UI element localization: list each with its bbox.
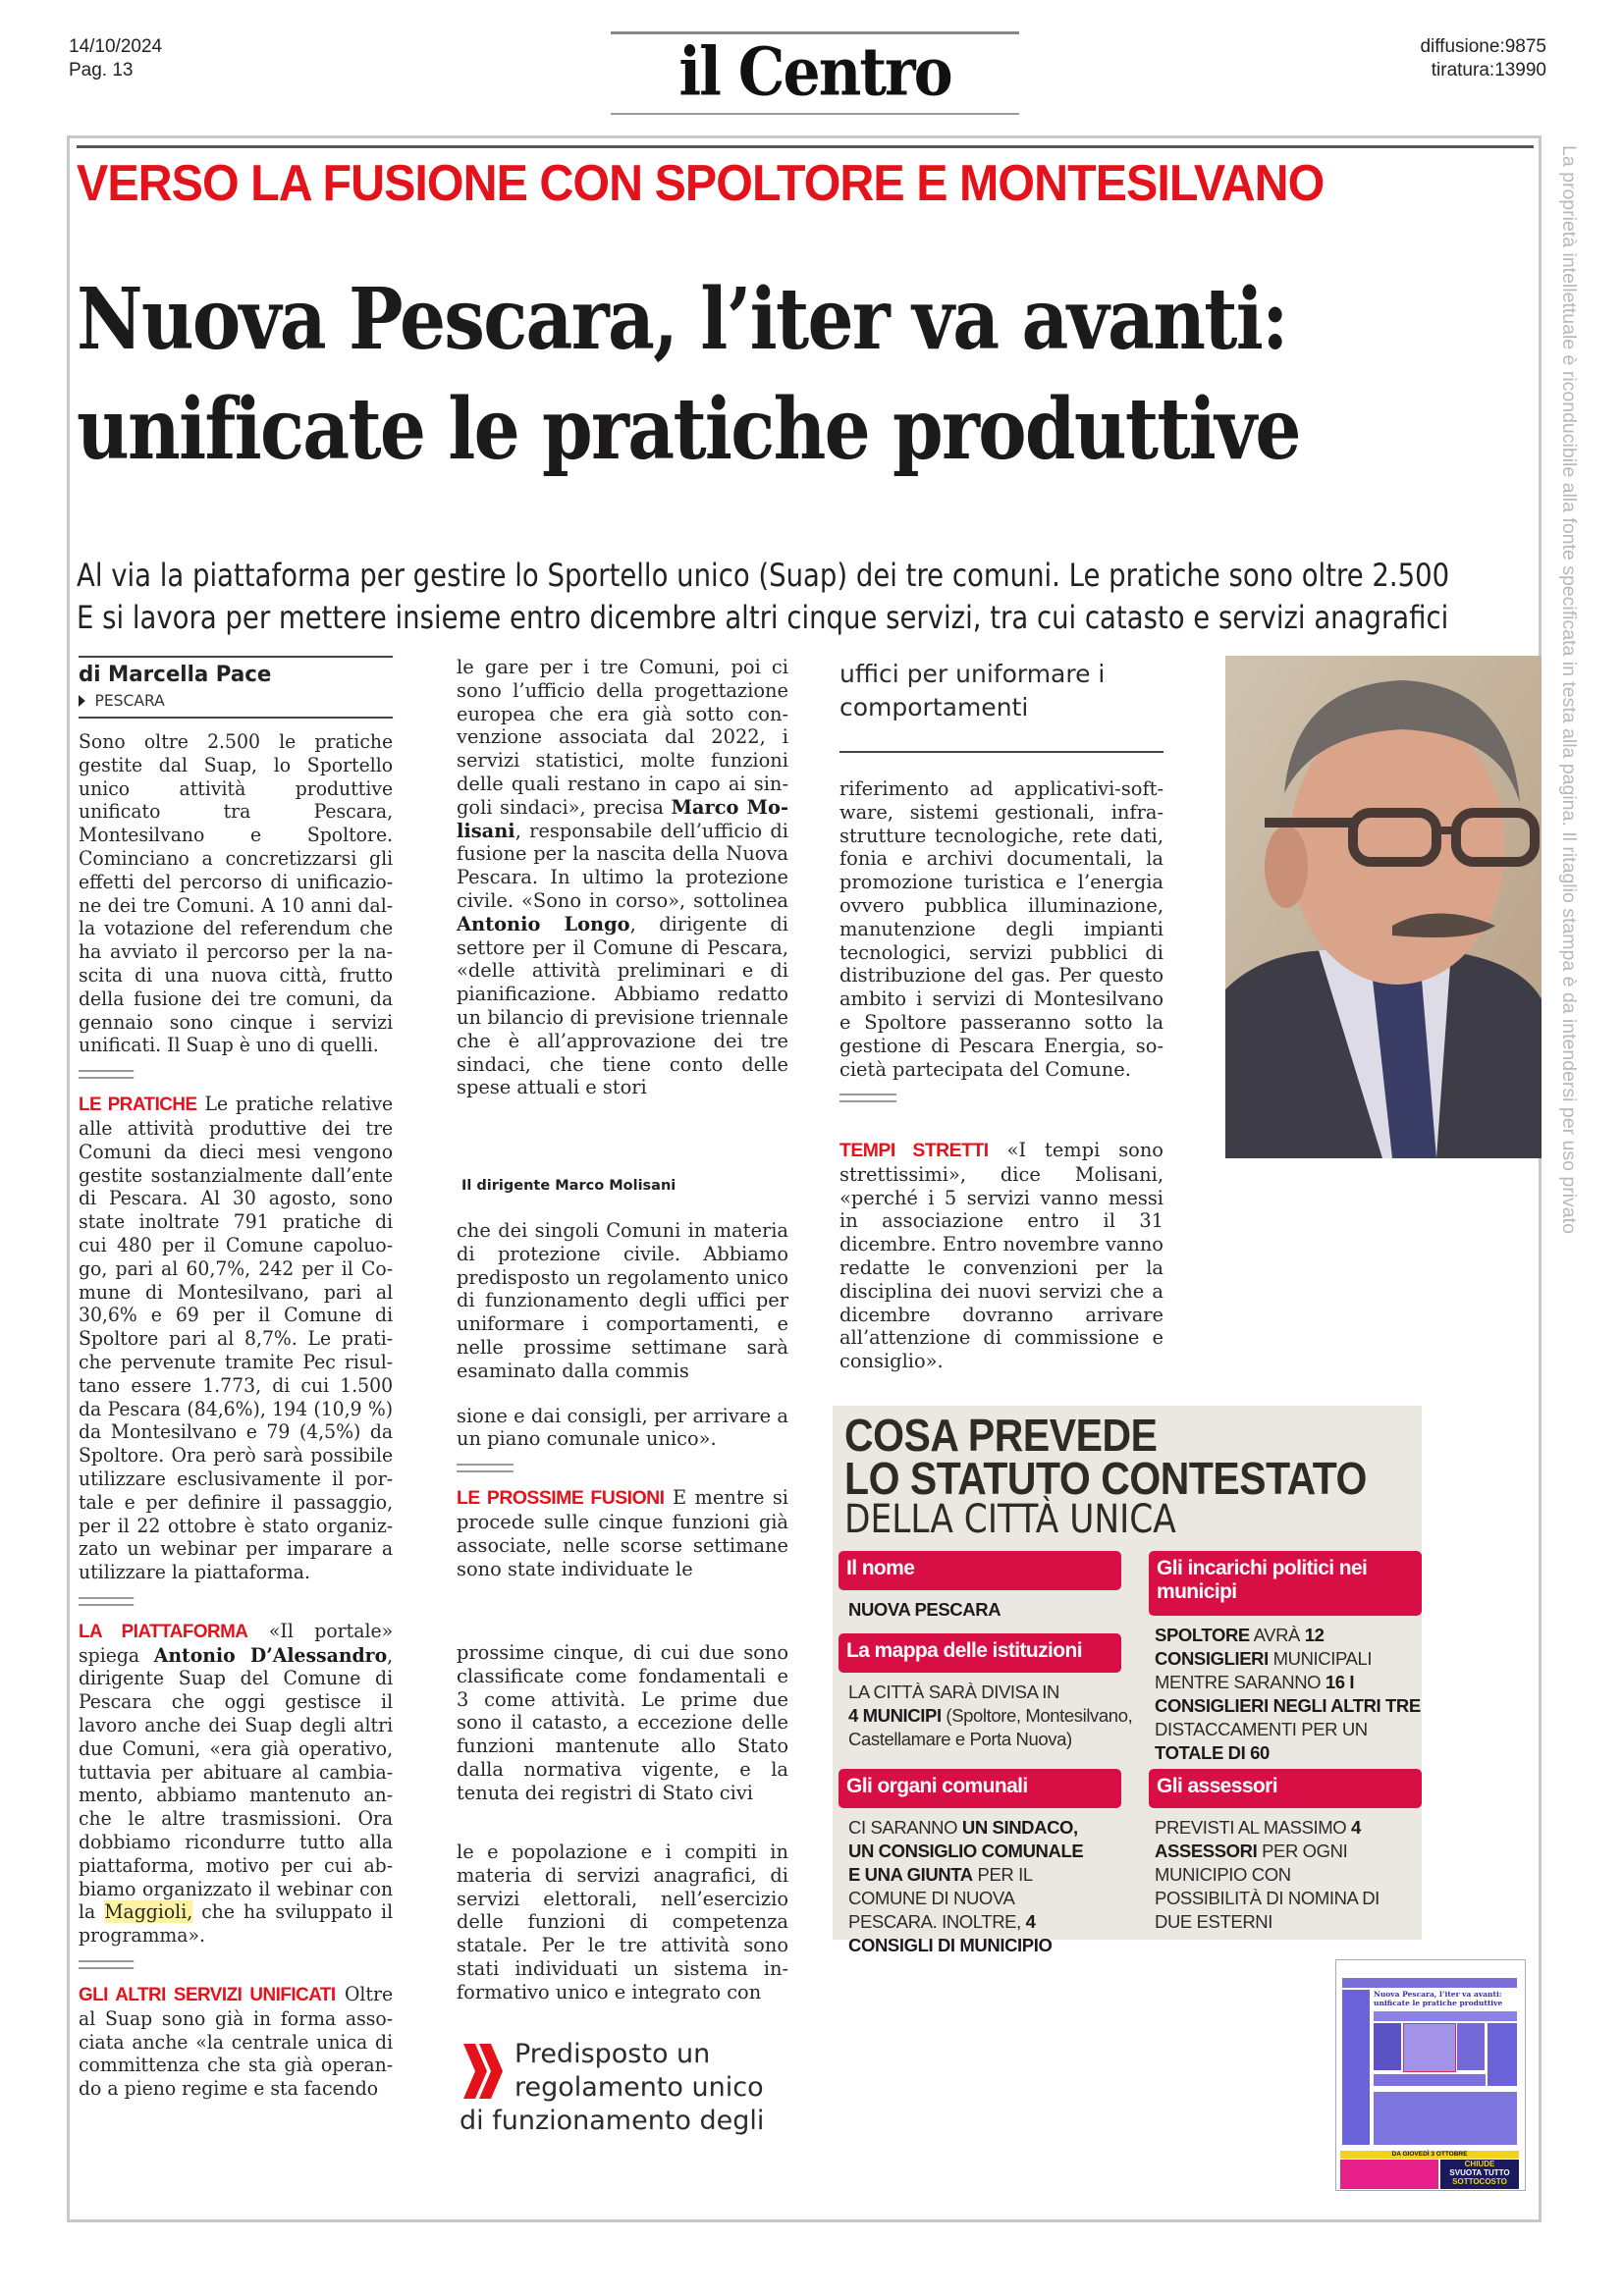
newspaper-logo: il Centro [678,33,951,112]
dateline-text: PESCARA [94,691,165,710]
infobox-label-nome: Il nome [839,1551,1121,1590]
infobox-value: SPOLTORE [1155,1625,1250,1645]
section-text-altri-servizi: Oltre al Suap sono già in forma associata anche «la centrale unica di committenza che sta già operando a pieno regime e sta facendo [79,1983,394,2101]
person-name: Marco Molisani [457,795,788,842]
infobox-text: PER OGNI MUNICIPIO CON POSSIBILITÀ DI NOMINA DI DUE ESTERNI [1155,1841,1380,1932]
headline-line-1: Nuova Pescara, l’iter va avanti: [77,270,1287,369]
clip-meta-left [69,35,162,82]
pull-quote-line-2: regolamento unico [514,2072,764,2103]
infobox-value: 4 ASSESSORI [1155,1817,1361,1861]
section-label-tempi-stretti: TEMPI STRETTI [839,1140,989,1161]
thumb-infobox [1403,2023,1456,2072]
article-column-2-lower [457,1641,788,1805]
section-divider [839,1094,896,1102]
column-2-paragraph-2b: sione e dai consigli, per arrivare a un piano comunale unico». [457,1404,788,1451]
section-text-pratiche: Le pratiche relative alle attività produttive dei tre Comuni da dieci mesi vengono gestite sostanzialmente dall’ente di Pescara. Al 30 agosto, sono state inoltrate 791 pratiche di cui 480 per il Comune capoluogo, pari al 60,7%, 242 per il Comune di Montesilvano, pari al 30,6% e 69 per il Comune di Spoltore pari al 8,7%. Le pratiche pervenute tramite Pec risultano essere 1.773, di cui 1.500 da Pescara (84,6%), 194 (10,9 %) da Montesilvano e 79 (4,5%) da Spoltore. Ora però sarà possibile utilizzare esclusivamente il portale e per definire il passaggio, per il 22 ottobre è stato organizzato un webinar per imparare a utilizzare la piattaforma. [79,1093,394,1584]
infobox-title-line-1: COSA PREVEDE [844,1410,1158,1461]
subhead-line-1: Al via la piattaforma per gestire lo Sportello unico (Suap) dei tre comuni. Le pratiche sono oltre 2.500 [77,557,1450,594]
clip-date: 14/10/2024 [69,36,163,57]
infobox-text-nome [848,1598,1123,1622]
infobox-text: MUNICIPALI MENTRE SARANNO [1155,1648,1373,1692]
section-divider [79,1960,134,1969]
c2-text-a3: , dirigente di settore per il Comune di Pescara, «delle attività preliminari e di pianificazione. Abbiamo redatto un bilancio di previsione triennale che è all’approvazione dei tre sindaci, che tiene conto delle spese attuali e stori [457,912,788,1099]
photo-caption: Il dirigente Marco Molisani [461,1178,676,1194]
headline-line-2: unificate le pratiche produttive [77,380,1300,479]
thumb-ad-word-3: SOTTOCOSTO [1452,2177,1507,2186]
pull-quote-line-1: Predisposto un [514,2039,711,2069]
column-3-paragraph-1: riferimento ad applicativi-software, sistemi gestionali, infrastrutture tecnologiche, rete dati, fonia e archivi documentali, la promozione turistica e l’energia ovvero pubblica illuminazione, manutenzione degli impianti tecnologici, servizi pubblici di distribuzione del gas. Per questo ambito i servizi di Montesilvano e Spoltore passeranno sotto la gestione di Pescara Energia, società partecipata del Comune. [839,777,1163,1081]
infobox-label-assessori: Gli assessori [1149,1769,1422,1808]
portrait-photo [1225,656,1542,1158]
infobox-text: AVRÀ [1249,1625,1305,1645]
section-tempi-stretti [839,1139,1163,1373]
infobox-text: CI SARANNO [848,1817,962,1838]
thumb-ad-word-1: CHIUDE [1464,2160,1495,2168]
infobox-title-line-2: LO STATUTO CONTESTATO [844,1453,1367,1504]
infobox-text: PREVISTI AL MASSIMO [1155,1817,1352,1838]
thumb-kicker-bar [1342,1978,1517,1988]
clip-page: Pag. 13 [69,60,134,80]
infobox-text-assessori [1155,1816,1390,1934]
byline: di Marcella Pace [79,656,393,689]
quote-rule [839,751,1163,753]
thumb-photo [1374,2023,1401,2070]
section-divider [79,1597,134,1606]
person-name: Antonio Longo [457,912,630,935]
thumb-ad-banner: DA GIOVEDÌ 3 OTTOBRE [1340,2151,1519,2159]
infobox-value: 16 I CONSIGLIERI NEGLI ALTRI TRE [1155,1672,1421,1716]
pull-quote-continued: uffici per uniformare i comportamenti [839,660,1106,721]
infobox-label-mappa: La mappa delle istituzioni [839,1633,1121,1673]
infobox-label-incarichi: Gli incarichi politici nei municipi [1149,1551,1422,1616]
portrait-illustration [1225,656,1542,1158]
section-prossime-fusioni [457,1486,788,1580]
section-altri-servizi [79,1983,393,2101]
article-column-1 [79,656,393,2101]
section-piattaforma [79,1620,393,1948]
clip-diffusione: diffusione:9875 [1420,36,1546,57]
column-2-paragraph-4: le e popolazione e i compiti in materia di servizi anagrafici, di servizi elettorali, nell’esercizio delle funzioni di competenza statale. Per le tre attività sono stati individuati un sistema informativo unico e integrato con [457,1841,788,2003]
section-divider [457,1464,514,1472]
pull-quote [460,2038,823,2138]
thumb-ad-word-2: SVUOTA TUTTO [1449,2168,1510,2177]
infobox-text-organi [848,1816,1094,1957]
dateline [79,689,393,719]
infobox-label-organi: Gli organi comunali [839,1769,1121,1808]
article-column-2-bottom [457,1841,788,2004]
highlighted-text: Maggioli, [104,1900,193,1924]
article-subheadline [77,555,1450,639]
thumb-ad-left [1340,2160,1438,2189]
thumb-headline: Nuova Pescara, l’iter va avanti: unificate le pratiche produttive [1374,1990,1503,2007]
infobox-value: 12 CONSIGLIERI [1155,1625,1325,1669]
c2-text-a1: le gare per i tre Comuni, poi ci sono l’ufficio della progettazione europea che era già sotto convenzione associata dal 2022, i servizi statistici, molte funzioni delle quali restano in capo ai singoli sindaci», precisa [457,656,788,819]
section-text-tempi-stretti: «I tempi sono strettissimi», dice Molisani, «perché i 5 servizi vanno messi in associazione entro il 31 dicembre. Entro novembre vanno redatte le convenzioni per la disciplina dei nuovi servizi che a dicembre dovranno arrivare all’attenzione di commissione e consiglio». [839,1139,1163,1373]
article-column-2-top [457,656,788,1099]
article-column-3-lower [839,1139,1163,1373]
page-thumbnail [1335,1959,1526,2191]
infobox-text: (Spoltore, Montesilvano, Castellamare e Porta Nuova) [848,1705,1133,1749]
kicker-rule [77,145,1534,148]
article-column-3 [839,777,1163,1116]
infobox-text: PER IL COMUNE DI NUOVA PESCARA. INOLTRE, [848,1864,1033,1932]
infobox-value: UN SINDACO, UN CONSIGLIO COMUNALE E UNA GIUNTA [848,1817,1084,1885]
thumb-subhead [1374,2011,1517,2021]
article-intro: Sono oltre 2.500 le pratiche gestite dal Suap, lo Sportello unico attività produttive unificato tra Pescara, Montesilvano e Spoltore. Cominciano a concretizzarsi gli effetti del percorso di unificazione dei tre Comuni. A 10 anni dalla votazione del referendum che ha avviato il percorso per la nascita di una nuova città, frutto della fusione dei tre comuni, da gennaio sono cinque i servizi unificati. Il Suap è uno di quelli. [79,730,394,1057]
section-text-piattaforma-a: «Il portale» spiega [79,1619,394,1667]
infobox-text: DISTACCAMENTI PER UN [1155,1719,1368,1739]
section-text-prossime-fusioni: E mentre si procede sulle cinque funzioni già associate, nelle scorse settimane sono state individuate le [457,1486,789,1580]
c2-text-a2: , responsabile dell’ufficio di fusione per la nascita della Nuova Pescara. In ultimo la protezione civile. «Sono in corso», sottolinea [457,819,788,912]
thumb-ad-right [1440,2160,1519,2189]
person-name: Antonio D’Alessandro [153,1643,388,1667]
infobox-text-mappa [848,1681,1133,1751]
article-headline [77,265,1343,485]
column-2-paragraph-3: prossime cinque, di cui due sono classificate come fondamentali e 3 come attività. Le prime due sono il catasto, a eccezione delle funzioni mantenute allo Stato dalla normativa vigente, e la tenuta dei registri di Stato civi [457,1641,788,1804]
infobox-value: TOTALE DI 60 [1155,1742,1270,1763]
section-text-piattaforma-b: , dirigente Suap del Comune di Pescara che oggi gestisce il lavoro anche dei Suap degli altri due Comuni, «era già operativo, tuttavia per abituare al cambiamento, abbiamo mantenuto anche le altre trasmissioni. Ora dobbiamo ricondurre tutto alla piattaforma, motivo per cui abbiamo organizzato il webinar con la [79,1643,394,1924]
section-text-piattaforma-c: che ha sviluppato il programma». [79,1900,394,1948]
infobox-title [844,1410,1369,1504]
dateline-triangle-icon [79,695,85,707]
infobox-value: 4 CONSIGLI DI MUNICIPIO [848,1911,1053,1955]
infobox-value: 4 MUNICIPI [848,1705,942,1726]
thumb-column [1342,1990,1370,2145]
subhead-line-2: E si lavora per mettere insieme entro dicembre altri cinque servizi, tra cui catasto e servizi anagrafici [77,599,1449,636]
pull-quote-line-3: di funzionamento degli [460,2106,765,2136]
section-label-piattaforma: LA PIATTAFORMA [79,1620,248,1642]
article-column-2-middle [457,1219,788,1580]
clip-meta-right [1420,35,1546,82]
copyright-watermark [1554,145,1584,1441]
infobox-text: LA CITTÀ SARÀ DIVISA IN [848,1682,1059,1702]
column-2-paragraph-1 [457,656,788,1099]
section-pratiche [79,1093,393,1584]
thumb-row [1374,2074,1486,2086]
double-chevron-icon [461,2042,505,2101]
section-label-altri-servizi: GLI ALTRI SERVIZI UNIFICATI [79,1984,336,2006]
section-label-prossime-fusioni: LE PROSSIME FUSIONI [457,1487,665,1510]
section-divider [79,1070,134,1079]
section-label-pratiche: LE PRATICHE [79,1094,197,1116]
column-2-paragraph-2: che dei singoli Comuni in materia di protezione civile. Abbiamo predisposto un regolamento unico di funzionamento degli uffici per uniformare i comportamenti, e nelle prossime settimane sarà esaminato dalla commis [457,1219,788,1382]
article-kicker: VERSO LA FUSIONE CON SPOLTORE E MONTESILVANO [77,155,1325,212]
infobox-subtitle: DELLA CITTÀ UNICA [844,1497,1176,1542]
watermark-text: La proprietà intellettuale è riconducibile alla fonte specificata in testa alla pagina. Il ritaglio stampa è da intendersi per uso privato [1558,145,1580,1234]
newspaper-masthead [611,31,1019,115]
infobox-value: NUOVA PESCARA [848,1599,1001,1620]
infobox-text-incarichi [1155,1624,1422,1765]
thumb-column [1457,2023,1485,2070]
thumb-second-article [1374,2092,1517,2145]
thumb-column [1488,2023,1517,2086]
clip-tiratura: tiratura:13990 [1431,60,1546,80]
